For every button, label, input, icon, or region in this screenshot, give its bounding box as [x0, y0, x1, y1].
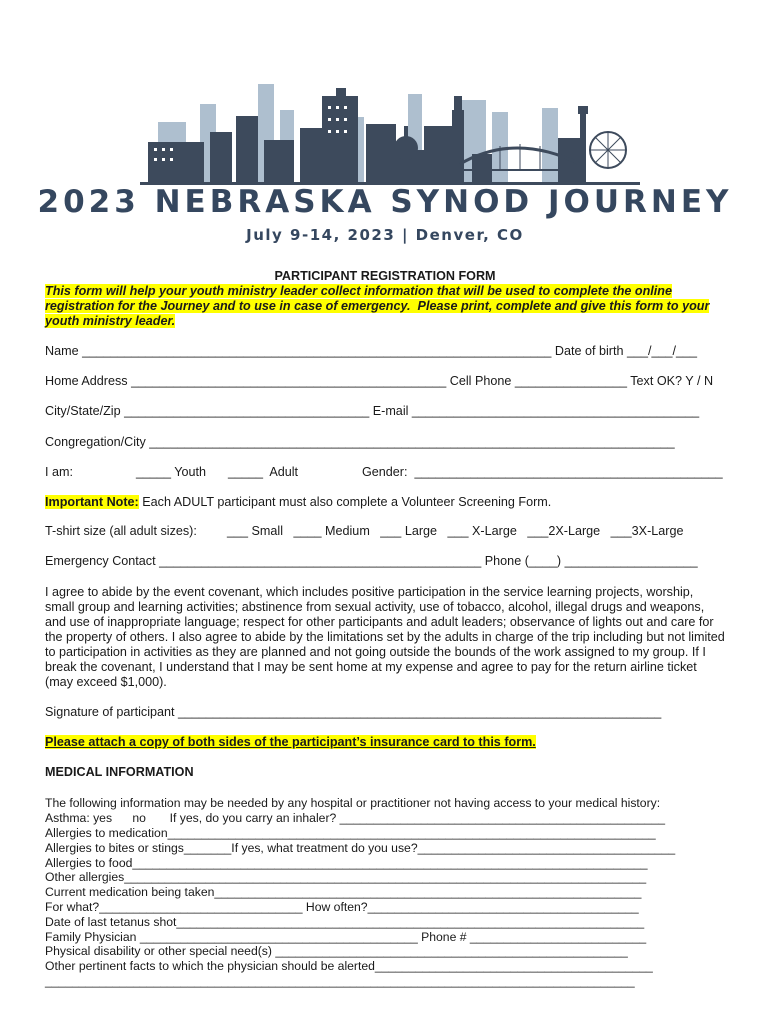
covenant-line: (may exceed $1,000).: [45, 675, 167, 689]
food-allergy-field[interactable]: Allergies to food____________________________________________________________________________: [45, 856, 648, 870]
medication-allergy-field[interactable]: Allergies to medication________________________________________________________________________: [45, 826, 656, 840]
tetanus-field[interactable]: Date of last tetanus shot_____________________________________________________________________: [45, 915, 645, 929]
congregation-field[interactable]: Congregation/City ___________________________________________________________________________: [45, 435, 675, 449]
important-note-text: Each ADULT participant must also complete a Volunteer Screening Form.: [138, 495, 552, 509]
gender-field[interactable]: Gender: ____________________________________________: [362, 465, 723, 479]
current-medication-field[interactable]: Current medication being taken_______________________________________________________________: [45, 885, 642, 899]
city-email-field[interactable]: City/State/Zip ___________________________________ E-mail _________________________________________: [45, 404, 700, 418]
asthma-field[interactable]: Asthma: yes no If yes, do you carry an inhaler? ________________________________________________: [45, 811, 666, 825]
tshirt-label: T-shirt size (all adult sizes):: [45, 524, 197, 538]
address-field[interactable]: Home Address _____________________________________________ Cell Phone ________________ Text OK? Y / N: [45, 374, 714, 388]
covenant-line: break the covenant, I understand that I may be sent home at my expense and agree to pay for the return airline ticket: [45, 660, 697, 674]
signature-field[interactable]: Signature of participant _____________________________________________________________________: [45, 705, 662, 719]
name-field[interactable]: Name ___________________________________________________________________ Date of birth ___/___/___: [45, 344, 697, 358]
covenant-line: small group and learning activities; abstinence from sexual activity, use of tobacco, alcohol, illegal drugs and weapons,: [45, 600, 705, 614]
youth-option[interactable]: _____ Youth: [136, 465, 207, 479]
covenant-line: and use of inappropriate language; respect for other participants and adult leaders; observance of lights out and care for: [45, 615, 714, 629]
denver-skyline-illustration: [140, 82, 640, 190]
emergency-contact-field[interactable]: Emergency Contact ______________________________________________ Phone (____) ___________________: [45, 554, 698, 568]
important-note-label: Important Note:: [45, 495, 139, 509]
other-allergies-field[interactable]: Other allergies_____________________________________________________________________________: [45, 870, 647, 884]
physician-field[interactable]: Family Physician _________________________________________ Phone # __________________________: [45, 930, 647, 944]
covenant-line: to participation in activities as they are planned and not going outside the bounds of the work assigned to my group. If I: [45, 645, 706, 659]
insurance-note: Please attach a copy of both sides of the participant’s insurance card to this form.: [45, 735, 536, 749]
form-title: PARTICIPANT REGISTRATION FORM: [274, 269, 496, 283]
pertinent-facts-field[interactable]: Other pertinent facts to which the physician should be alerted_________________________________________: [45, 959, 653, 973]
covenant-line: the property of others. I also agree to abide by the limitations set by the adults in charge of the trip including but not limited: [45, 630, 725, 644]
intro-line: registration for the Journey and to use in case of emergency. Please print, complete and give this form to your: [45, 299, 710, 313]
disability-field[interactable]: Physical disability or other special need(s) ____________________________________________________: [45, 944, 628, 958]
covenant-line: I agree to abide by the event covenant, which includes positive participation in the service learning projects, worship,: [45, 585, 694, 599]
tshirt-options[interactable]: ___ Small ____ Medium ___ Large ___ X-Large ___2X-Large ___3X-Large: [227, 524, 684, 538]
medical-heading: MEDICAL INFORMATION: [45, 765, 194, 779]
event-subtitle: July 9-14, 2023 | Denver, CO: [246, 226, 524, 244]
adult-option[interactable]: _____ Adult: [228, 465, 299, 479]
intro-line: This form will help your youth ministry leader collect information that will be used to complete the online: [45, 284, 672, 298]
medication-purpose-field[interactable]: For what?______________________________ How often?________________________________________: [45, 900, 639, 914]
event-title: 2023 NEBRASKA SYNOD JOURNEY: [37, 184, 733, 220]
i-am-label: I am:: [45, 465, 73, 479]
bite-allergy-field[interactable]: Allergies to bites or stings_______If yes, what treatment do you use?______________________________________: [45, 841, 676, 855]
medical-intro: The following information may be needed by any hospital or practitioner not having access to your medical history:: [45, 796, 661, 810]
intro-line: youth ministry leader.: [45, 314, 176, 328]
extra-line-field[interactable]: _______________________________________________________________________________________: [45, 974, 635, 988]
